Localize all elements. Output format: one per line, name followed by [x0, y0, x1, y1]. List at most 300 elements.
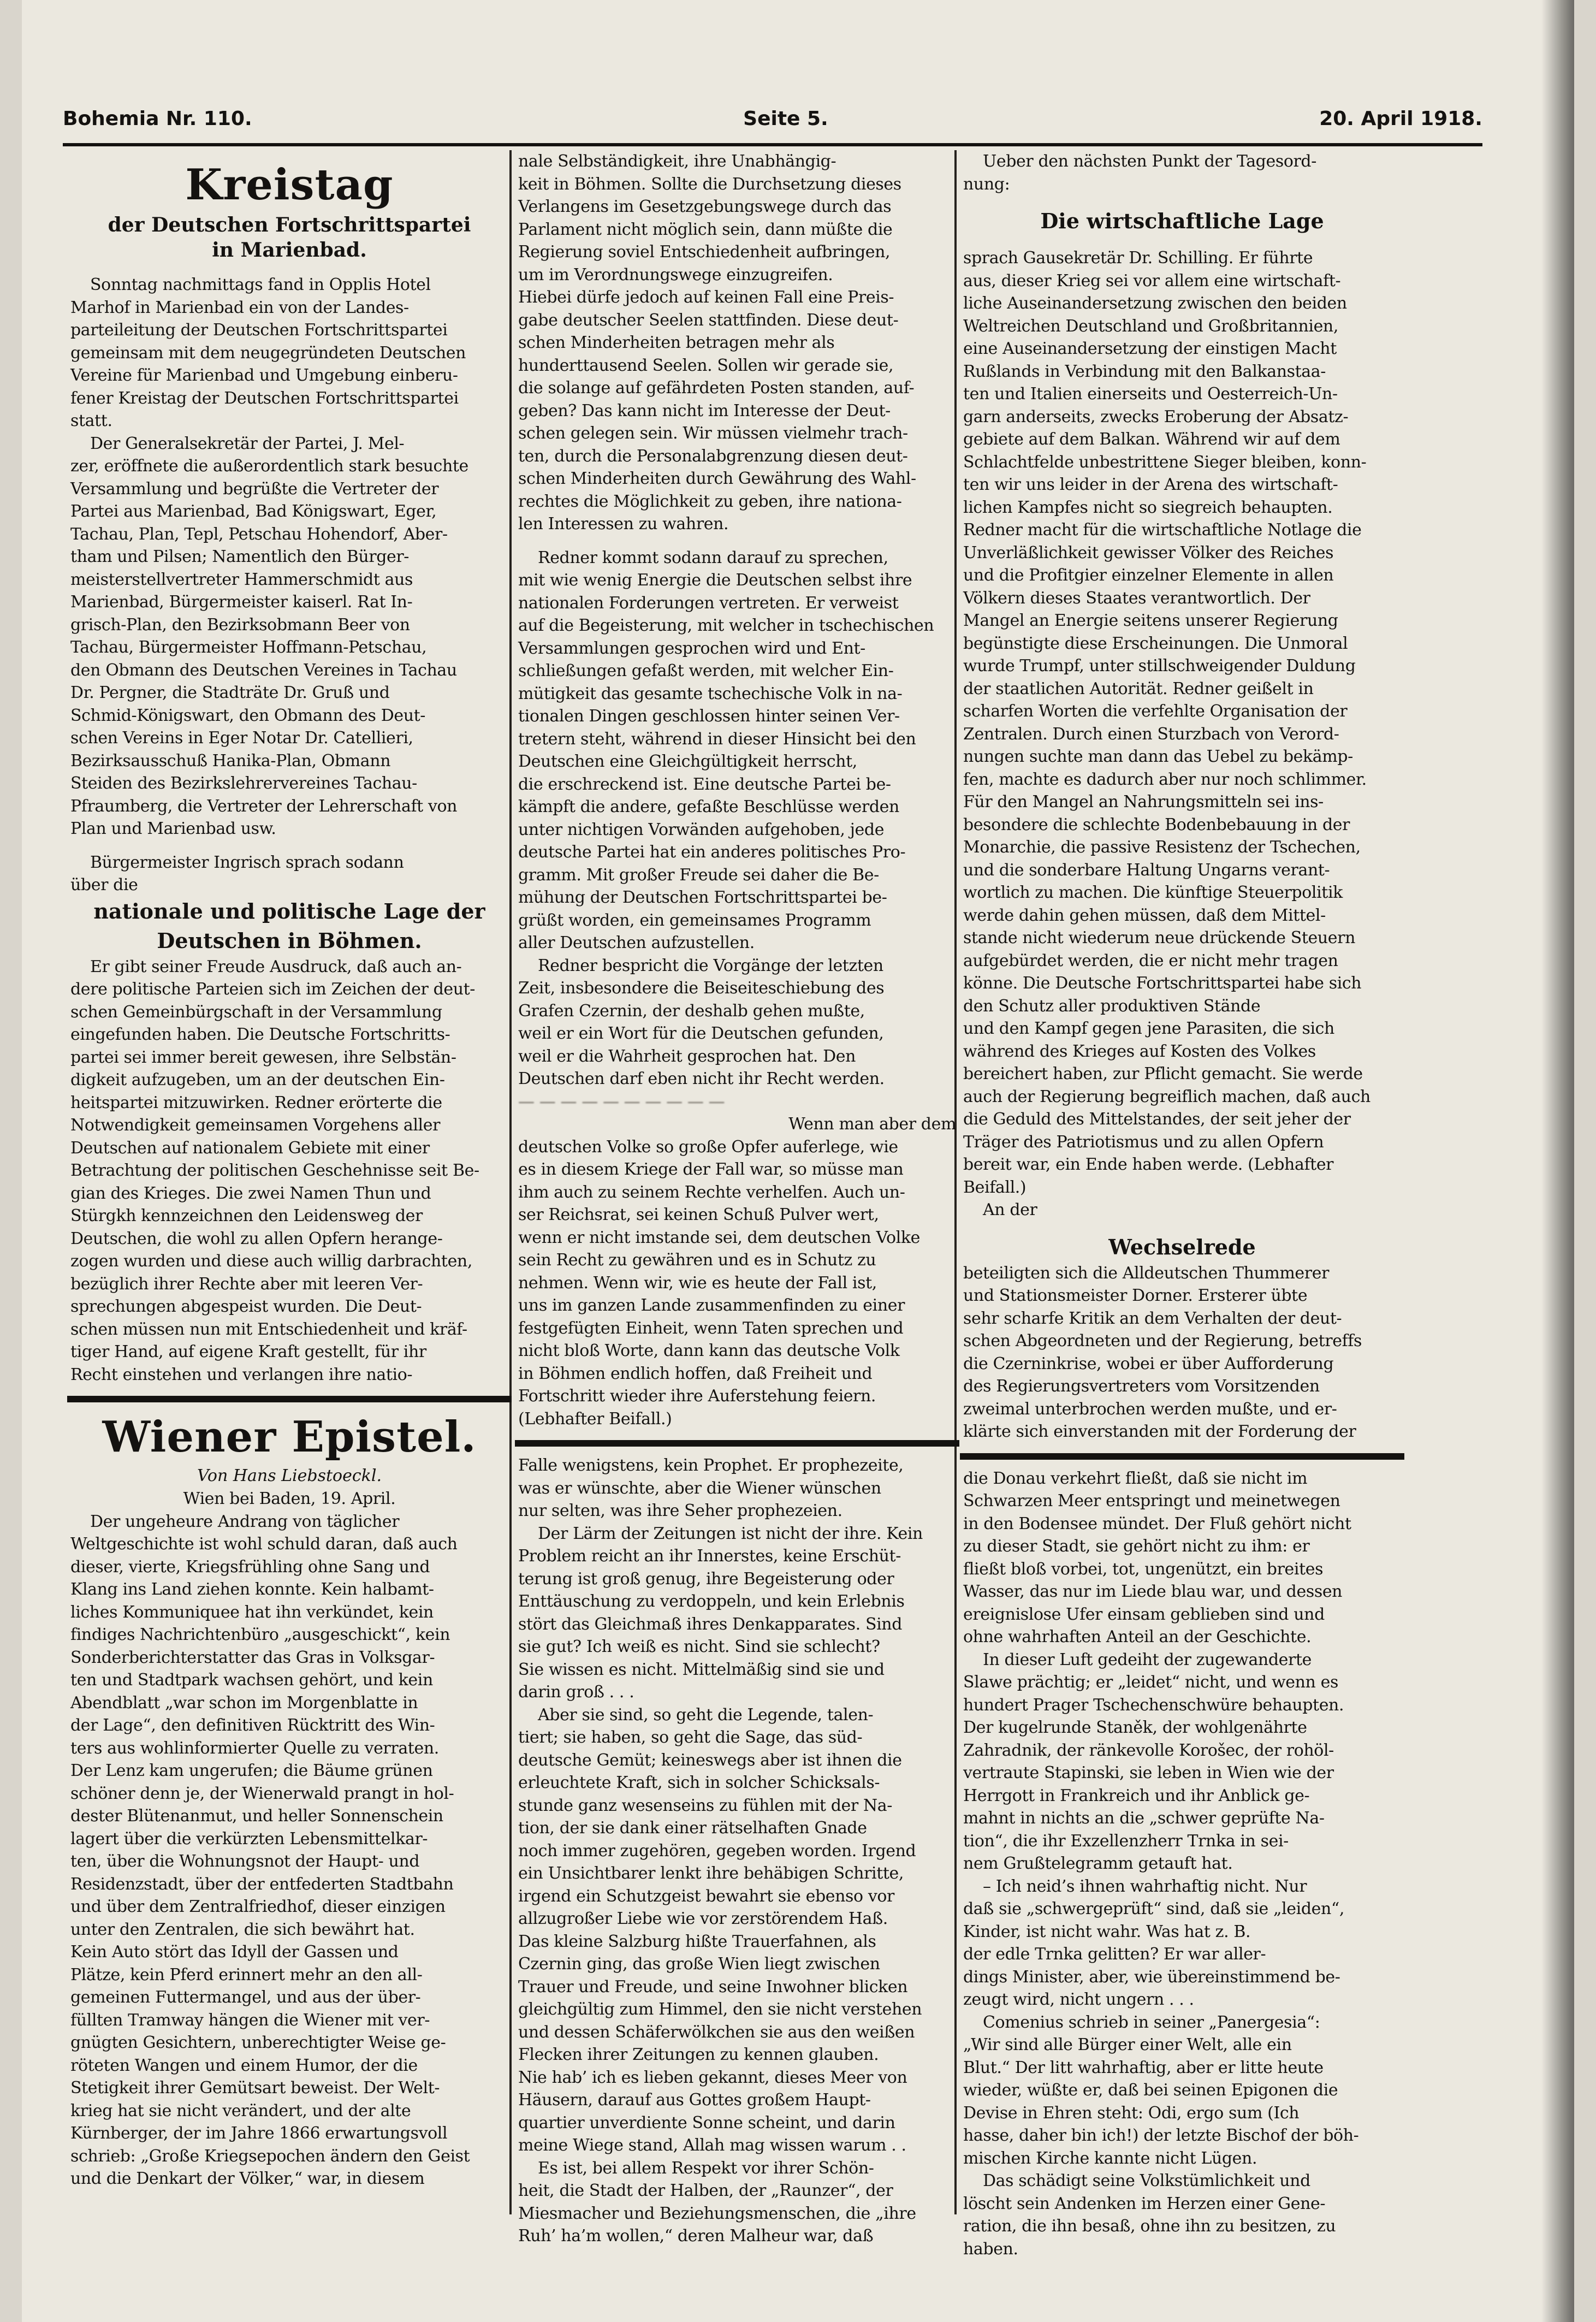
text-line: unter nichtigen Vorwänden aufgehoben, jede — [518, 820, 885, 839]
paragraph — [63, 851, 516, 897]
text-line: ten und Stadtpark wachsen gehört, und kein — [70, 1671, 433, 1690]
text-line: stunde ganz wesenseins zu fühlen mit der Na- — [518, 1796, 892, 1815]
text-line: Deutschen auf nationalem Gebiete mit einer — [70, 1138, 430, 1158]
text-line: werde dahin gehen müssen, daß dem Mittel- — [963, 905, 1326, 925]
text-line: und die sonderbare Haltung Ungarns verant- — [963, 860, 1330, 880]
text-line: tion“, die ihr Exzellenzherr Trnka in sei- — [963, 1831, 1289, 1851]
text-line: ein Unsichtbarer lenkt ihre behäbigen Schritte, — [518, 1864, 904, 1883]
text-line: Der ungeheure Andrang von täglicher — [90, 1512, 400, 1531]
text-line: Monarchie, die passive Resistenz der Tschechen, — [963, 838, 1361, 857]
paragraph — [63, 433, 516, 840]
text-line: tretern steht, während in dieser Hinsicht bei den — [518, 729, 916, 749]
paragraph — [63, 956, 516, 1387]
text-line: ten und Italien einerseits und Oesterreich-Un- — [963, 384, 1338, 404]
text-line: Vereine für Marienbad und Umgebung einberu- — [70, 366, 458, 385]
text-line: darin groß . . . — [518, 1683, 634, 1702]
text-line: Zahradnik, der ränkevolle Korošec, der rohöl- — [963, 1740, 1334, 1760]
text-line: gemeinsam mit dem neugegründeten Deutschen — [70, 343, 466, 363]
section-heading — [63, 897, 516, 956]
text-line: auch der Regierung begreiflich machen, daß auch — [963, 1087, 1370, 1106]
text-line: Sonntag nachmittags fand in Opplis Hotel — [90, 275, 431, 294]
text-line: Comenius schrieb in seiner „Panergesia“: — [983, 2012, 1320, 2032]
paragraph — [956, 1262, 1409, 1443]
text-line: Der kugelrunde Staněk, der wohlgenährte — [963, 1718, 1307, 1737]
text-line: ration, die ihn besaß, ohne ihn zu besitzen, zu — [963, 2217, 1336, 2236]
paragraph — [511, 955, 964, 1091]
text-line: stört das Gleichmaß ihres Denkapparates. Sind — [518, 1614, 903, 1634]
text-line: zeugt wird, nicht ungern . . . — [963, 1990, 1194, 2009]
text-line: Flecken ihrer Zeitungen zu kennen glauben. — [518, 2045, 879, 2064]
text-line: Tachau, Plan, Tepl, Petschau Hohendorf, Aber- — [70, 524, 448, 544]
text-line: schen Vereins in Eger Notar Dr. Catellieri, — [70, 728, 413, 748]
text-line: bereichert haben, zur Pflicht gemacht. Sie werde — [963, 1064, 1363, 1083]
text-line: gleichgültig zum Himmel, den sie nicht verstehen — [518, 2000, 922, 2019]
paragraph — [511, 1113, 964, 1430]
text-line: Plan und Marienbad usw. — [70, 819, 276, 838]
text-line: scharfen Worten die verfehlte Organisation der — [963, 702, 1348, 721]
text-line: Weltreichen Deutschland und Großbritannien, — [963, 316, 1338, 336]
text-line: grisch-Plan, den Bezirksobmann Beer von — [70, 615, 410, 635]
text-line: zer, eröffnete die außerordentlich stark besuchte — [70, 457, 468, 476]
text-line: mütigkeit das gesamte tschechische Volk in na- — [518, 684, 903, 703]
text-line: Wenn man aber dem — [788, 1115, 956, 1134]
text-line: Deutschen, die wohl zu allen Opfern herange- — [70, 1229, 443, 1248]
text-line: eingefunden haben. Die Deutsche Fortschritts- — [70, 1025, 450, 1044]
text-line: könne. Die Deutsche Fortschrittspartei habe sich — [963, 974, 1362, 993]
text-line: den Schutz aller produktiven Stände — [963, 996, 1261, 1016]
text-line: deutschen Volke so große Opfer auferlege, wie — [518, 1137, 898, 1157]
text-line: Residenzstadt, über der entfederten Stadtbahn — [70, 1874, 454, 1894]
text-line: gnügten Gesichtern, unberechtigter Weise ge- — [70, 2033, 446, 2052]
text-line: hundert Prager Tschechenschwüre behaupten. — [963, 1695, 1344, 1715]
text-line: weil er die Wahrheit gesprochen hat. Den — [518, 1046, 856, 1066]
text-line: der Lage“, den definitiven Rücktritt des Win- — [70, 1716, 435, 1735]
text-line: und dessen Schäferwölkchen sie aus den weißen — [518, 2022, 915, 2042]
text-line: Bezirksausschuß Hanika-Plan, Obmann — [70, 751, 391, 771]
text-line: ihm auch zu seinem Rechte verhelfen. Auch un- — [518, 1182, 905, 1202]
text-line: sprechungen abgespeist wurden. Die Deut- — [70, 1297, 422, 1316]
text-line: uns im ganzen Lande zusammenfinden zu einer — [518, 1296, 905, 1315]
text-line: besondere die schlechte Bodenbebauung in der — [963, 815, 1350, 834]
issue-date: 20. April 1918. — [1319, 107, 1482, 130]
text-line: Er gibt seiner Freude Ausdruck, daß auch an- — [90, 957, 462, 976]
text-line: Kein Auto stört das Idyll der Gassen und — [70, 1942, 399, 1962]
text-line: aufgebürdet werden, die er nicht mehr tragen — [963, 951, 1338, 970]
text-line: eine Auseinandersetzung der einstigen Macht — [963, 339, 1337, 358]
text-line: Parlament nicht möglich sein, dann müßte die — [518, 220, 893, 239]
text-line: rechtes die Möglichkeit zu geben, ihre nationa- — [518, 491, 902, 511]
text-line: nur selten, was ihre Seher prophezeien. — [518, 1501, 843, 1520]
text-line: meisterstellvertreter Hammerschmidt aus — [70, 570, 413, 589]
text-line: röteten Wangen und einem Humor, der die — [70, 2056, 418, 2075]
text-line: dieser, vierte, Kriegsfrühling ohne Sang und — [70, 1557, 430, 1577]
column-2 — [511, 150, 964, 2280]
text-line: während des Krieges auf Kosten des Volkes — [963, 1041, 1316, 1061]
text-line: gabe deutscher Seelen stattfinden. Diese deut- — [518, 310, 899, 330]
text-line: schen Minderheiten betragen mehr als — [518, 333, 835, 352]
text-line: nung: — [963, 174, 1010, 194]
text-line: Grafen Czernin, der deshalb gehen mußte, — [518, 1001, 865, 1021]
text-line: sprach Gausekretär Dr. Schilling. Er führte — [963, 248, 1313, 268]
text-line: wieder, wüßte er, daß bei seinen Epigonen die — [963, 2081, 1338, 2100]
text-line: In dieser Luft gedeiht der zugewanderte — [983, 1650, 1312, 1669]
text-line: deutsche Partei hat ein anderes politisches Pro- — [518, 843, 906, 862]
text-line: Versammlungen gesprochen wird und Ent- — [518, 638, 865, 658]
text-line: bereit war, ein Ende haben werde. (Lebhafter — [963, 1155, 1334, 1174]
text-line: Trauer und Freude, und seine Inwohner blicken — [518, 1977, 908, 1997]
text-line: Devise in Ehren steht: Odi, ergo sum (Ich — [963, 2103, 1300, 2123]
text-line: über die — [70, 875, 138, 895]
text-line: Dr. Pergner, die Stadträte Dr. Gruß und — [70, 683, 390, 702]
dateline: Wien bei Baden, 19. April. — [183, 1489, 396, 1508]
text-line: beteiligten sich die Alldeutschen Thummerer — [963, 1263, 1330, 1283]
paragraph — [511, 150, 964, 536]
text-line: mahnt in nichts an die „schwer geprüfte Na- — [963, 1809, 1325, 1828]
paragraph — [511, 1523, 964, 1704]
text-line: Plätze, kein Pferd erinnert mehr an den all- — [70, 1965, 423, 1985]
column-1 — [63, 150, 516, 2280]
paragraph — [63, 1511, 516, 2190]
text-line: die Czerninkrise, wobei er über Aufforderung — [963, 1354, 1334, 1373]
text-line: erleuchtete Kraft, sich in solcher Schicksals- — [518, 1773, 880, 1792]
paragraph — [956, 1467, 1409, 1649]
text-line: löscht sein Andenken im Herzen einer Gene- — [963, 2194, 1326, 2213]
text-line: Völkern dieses Staates verantwortlich. Der — [963, 588, 1310, 608]
text-line: wenn er nicht imstande sei, dem deutschen Volke — [518, 1228, 920, 1247]
text-line: dere politische Parteien sich im Zeichen der deut- — [70, 980, 476, 999]
text-line: Zeit, insbesondere die Beiseiteschiebung des — [518, 979, 885, 998]
text-line: Regierung soviel Entschiedenheit aufbringen, — [518, 242, 891, 262]
text-line: begünstigte diese Erscheinungen. Die Unmoral — [963, 633, 1348, 653]
text-line: den Obmann des Deutschen Vereines in Tachau — [70, 660, 457, 680]
text-line: geben? Das kann nicht im Interesse der Deut- — [518, 401, 891, 420]
section-heading: Die wirtschaftliche Lage — [1040, 209, 1324, 233]
issue-number: Bohemia Nr. 110. — [63, 107, 252, 130]
text-line: Pfraumberg, die Vertreter der Lehrerschaft von — [70, 796, 458, 816]
text-line: „Wir sind alle Bürger einer Welt, alle ein — [963, 2035, 1292, 2054]
paragraph — [511, 1454, 964, 1523]
text-line: kämpft die andere, gefaßte Beschlüsse werden — [518, 797, 899, 816]
text-line: partei sei immer bereit gewesen, ihre Selbstän- — [70, 1047, 456, 1067]
text-line: schrieb: „Große Kriegsepochen ändern den Geist — [70, 2146, 470, 2166]
text-line: die solange auf gefährdeten Posten standen, auf- — [518, 378, 915, 398]
text-line: sehr scharfe Kritik an dem Verhalten der deut- — [963, 1308, 1342, 1328]
text-line: Notwendigkeit gemeinsamen Vorgehens aller — [70, 1116, 441, 1135]
text-line: nicht bloß Worte, dann kann das deutsche Volk — [518, 1341, 900, 1360]
text-line: Aber sie sind, so geht die Legende, talen- — [538, 1705, 874, 1725]
text-line: des Regierungsvertreters vom Vorsitzenden — [963, 1377, 1320, 1396]
text-line: Nie hab’ ich es lieben gekannt, dieses Meer von — [518, 2068, 907, 2087]
text-line: Kinder, ist nicht wahr. Was hat z. B. — [963, 1922, 1251, 1941]
text-line: nem Grußtelegramm getauft hat. — [963, 1854, 1233, 1873]
text-line: Marhof in Marienbad ein von der Landes- — [70, 298, 409, 317]
header-rule — [63, 143, 1482, 146]
text-line: Tachau, Bürgermeister Hoffmann-Petschau, — [70, 638, 427, 657]
text-line: um im Verordnungswege einzugreifen. — [518, 265, 833, 285]
paragraph — [956, 2011, 1409, 2170]
text-line: der staatlichen Autorität. Redner geißelt in — [963, 679, 1314, 698]
text-line: schen Minderheiten durch Gewährung des Wahl- — [518, 469, 916, 488]
text-line: keit in Böhmen. Sollte die Durchsetzung dieses — [518, 174, 901, 194]
text-line: was er wünschte, aber die Wiener wünschen — [518, 1478, 881, 1498]
text-line: Für den Mangel an Nahrungsmitteln sei ins- — [963, 792, 1324, 811]
text-line: Der Generalsekretär der Partei, J. Mel- — [90, 434, 405, 453]
text-line: in den Bodensee mündet. Der Fluß gehört nicht — [963, 1514, 1351, 1533]
text-line: Unverläßlichkeit gewisser Völker des Reiches — [963, 543, 1334, 562]
text-line: gramm. Mit großer Freude sei daher die Be- — [518, 865, 879, 885]
article-title-kreistag: Kreistag — [185, 160, 394, 210]
paragraph — [956, 247, 1409, 1199]
text-line: schen Abgeordneten und der Regierung, betreffs — [963, 1331, 1362, 1350]
paragraph — [956, 2170, 1409, 2260]
text-line: fließt bloß vorbei, tot, ungenützt, ein breites — [963, 1559, 1324, 1579]
text-line: sie gut? Ich weiß es nicht. Sind sie schlecht? — [518, 1637, 880, 1656]
text-line: garn anderseits, zwecks Eroberung der Absatz- — [963, 407, 1349, 427]
text-line: noch immer zugehören, gegeben worden. Irgend — [518, 1841, 916, 1861]
text-line: Herrgott in Frankreich und ihr Anblick ge- — [963, 1786, 1310, 1805]
text-line: Blut.“ Der litt wahrhaftig, aber er litte heute — [963, 2058, 1324, 2077]
text-line: und über dem Zentralfriedhof, dieser einzigen — [70, 1897, 446, 1916]
text-line: Falle wenigstens, kein Prophet. Er prophezeite, — [518, 1456, 904, 1475]
text-line: es in diesem Kriege der Fall war, so müsse man — [518, 1160, 904, 1179]
text-line: in Marienbad. — [212, 239, 367, 262]
text-line: – Ich neid’s ihnen wahrhaftig nicht. Nur — [983, 1876, 1307, 1896]
text-line: mischen Kirche kannte nicht Lügen. — [963, 2148, 1257, 2168]
text-line: weil er ein Wort für die Deutschen gefunden, — [518, 1024, 884, 1043]
text-line: gemeinen Futtermangel, und aus der über- — [70, 1988, 421, 2007]
text-line: und den Kampf gegen jene Parasiten, die sich — [963, 1019, 1334, 1038]
text-line: vertraute Stapinski, sie leben in Wien wie der — [963, 1763, 1334, 1782]
text-line: fener Kreistag der Deutschen Fortschrittspartei — [70, 388, 459, 408]
text-line: ten wir uns leider in der Arena des wirtschaft- — [963, 475, 1338, 494]
paragraph — [511, 2157, 964, 2248]
text-line: hasse, daher bin ich!) der letzte Bischof der böh- — [963, 2126, 1359, 2145]
newspaper-page — [22, 0, 1574, 2322]
text-line: liche Auseinandersetzung zwischen den beiden — [963, 294, 1347, 313]
text-line: und die Profitgier einzelner Elemente in allen — [963, 566, 1334, 585]
text-line: nationalen Forderungen vertreten. Er verweist — [518, 593, 899, 613]
text-line: tiger Hand, auf eigene Kraft gestellt, für ihr — [70, 1342, 426, 1361]
text-line: der edle Trnka gelitten? Er war aller- — [963, 1945, 1266, 1964]
paragraph — [63, 274, 516, 433]
paragraph — [956, 150, 1409, 196]
text-line: Problem reicht an ihr Innerstes, keine Erschüt- — [518, 1547, 901, 1566]
text-line: grüßt worden, ein gemeinsames Programm — [518, 910, 871, 930]
article-divider — [67, 1396, 512, 1402]
text-line: in Böhmen endlich hoffen, daß Freiheit und — [518, 1364, 873, 1383]
text-line: daß sie „schwergeprüft“ sind, daß sie „leiden“, — [963, 1899, 1345, 1918]
article-subtitle — [63, 212, 516, 263]
text-line: füllten Tramway hängen die Wiener mit ver- — [70, 2010, 430, 2030]
text-line: findiges Nachrichtenbüro „ausgeschickt“, kein — [70, 1625, 450, 1644]
text-line: die Donau verkehrt fließt, daß sie nicht im — [963, 1468, 1308, 1488]
text-line: ten, über die Wohnungsnot der Haupt- und — [70, 1852, 420, 1871]
text-line: ters aus wohlinformierter Quelle zu verraten. — [70, 1738, 439, 1758]
text-line: tiert; sie haben, so geht die Sage, das süd- — [518, 1728, 863, 1747]
text-line: An der — [983, 1200, 1037, 1219]
text-line: Redner macht für die wirtschaftliche Notlage die — [963, 520, 1362, 540]
page-number: Seite 5. — [743, 107, 828, 130]
text-line: Fortschritt wieder ihre Auferstehung feiern. — [518, 1387, 876, 1406]
article-divider — [515, 1440, 959, 1447]
text-line: ten, durch die Personalabgrenzung diesen deut- — [518, 446, 908, 466]
text-line: Weltgeschichte ist wohl schuld daran, daß auch — [70, 1535, 458, 1554]
text-line: haben. — [963, 2239, 1018, 2259]
text-line: Deutschen darf eben nicht ihr Recht werden. — [518, 1069, 885, 1088]
text-line: schöner denn je, der Wienerwald prangt in hol- — [70, 1784, 454, 1803]
text-line: Kürnberger, der im Jahre 1866 erwartungsvoll — [70, 2124, 448, 2143]
text-line: Der Lärm der Zeitungen ist nicht der ihre. Kein — [538, 1524, 923, 1543]
text-line: Versammlung und begrüßte die Vertreter der — [70, 479, 439, 499]
text-line: Partei aus Marienbad, Bad Königswart, Eger, — [70, 502, 437, 521]
text-line: Schwarzen Meer entspringt und meinetwegen — [963, 1491, 1340, 1511]
text-line: fen, machte es dadurch aber nur noch schlimmer. — [963, 769, 1367, 789]
text-line: Redner kommt sodann darauf zu sprechen, — [538, 548, 888, 567]
text-line: nationale und politische Lage der — [93, 898, 485, 923]
censored-line: — — — — — — — — — — — [518, 1092, 725, 1111]
text-line: Der Lenz kam ungerufen; die Bäume grünen — [70, 1761, 433, 1780]
text-line: Beifall.) — [963, 1177, 1027, 1197]
text-line: (Lebhafter Beifall.) — [518, 1409, 672, 1429]
text-line: Das schädigt seine Volkstümlichkeit und — [983, 2171, 1310, 2190]
text-line: dings Minister, aber, wie übereinstimmend be- — [963, 1967, 1340, 1987]
text-line: Betrachtung der politischen Geschehnisse seit Be- — [70, 1161, 479, 1180]
text-line: tham und Pilsen; Namentlich den Bürger- — [70, 547, 410, 566]
text-line: wurde Trumpf, unter stillschweigender Duldung — [963, 656, 1356, 676]
text-line: schen müssen nun mit Entschiedenheit und kräf- — [70, 1319, 467, 1339]
text-line: Hiebei dürfe jedoch auf keinen Fall eine Preis- — [518, 288, 894, 307]
text-line: schließungen gefaßt werden, mit welcher Ein- — [518, 661, 894, 680]
text-line: Häusern, darauf aus Gottes großem Haupt- — [518, 2090, 871, 2110]
paragraph — [956, 1199, 1409, 1222]
text-line: zogen wurden und diese auch willig darbrachten, — [70, 1252, 472, 1271]
text-line: Rußlands in Verbindung mit den Balkanstaa- — [963, 362, 1326, 381]
text-line: ereignislose Ufer einsam geblieben sind und — [963, 1604, 1325, 1624]
text-line: tionalen Dingen geschlossen hinter seinen Ver- — [518, 707, 900, 726]
paragraph — [511, 547, 964, 955]
paragraph — [956, 1875, 1409, 2011]
text-line: ohne wahrhaften Anteil an der Geschichte. — [963, 1627, 1312, 1646]
text-line: Schlachtfelde unbestrittene Sieger bleiben, konn- — [963, 452, 1367, 472]
text-line: Deutschen in Böhmen. — [157, 928, 422, 953]
text-line: sein Recht zu gewähren und es in Schutz zu — [518, 1251, 876, 1270]
text-line: Ueber den nächsten Punkt der Tagesord- — [983, 152, 1316, 171]
text-line: Stürgkh kennzeichnen den Leidensweg der — [70, 1206, 423, 1225]
text-line: aller Deutschen aufzustellen. — [518, 933, 755, 952]
text-line: lichen Kampfes nicht so siegreich behaupten. — [963, 497, 1333, 517]
text-line: meine Wiege stand, Allah mag wissen warum . . — [518, 2136, 906, 2155]
paragraph — [511, 1704, 964, 2157]
text-line: Bürgermeister Ingrisch sprach sodann — [90, 852, 404, 872]
text-line: allzugroßer Liebe wie vor zerstörendem Haß. — [518, 1909, 888, 1928]
text-line: Zentralen. Durch einen Sturzbach von Verord- — [963, 724, 1339, 744]
text-line: auf die Begeisterung, mit welcher in tschechischen — [518, 616, 934, 635]
text-line: nungen suchte man dann das Uebel zu bekämp- — [963, 747, 1353, 766]
text-line: hunderttausend Seelen. Sollen wir gerade sie, — [518, 356, 894, 375]
text-line: aus, dieser Krieg sei vor allem eine wirtschaft- — [963, 271, 1341, 291]
text-line: Enttäuschung zu verdoppeln, und kein Erlebnis — [518, 1592, 905, 1611]
text-line: Schmid-Königswart, den Obmann des Deut- — [70, 706, 426, 725]
text-line: Das kleine Salzburg hißte Trauerfahnen, als — [518, 1932, 876, 1951]
text-line: liches Kommuniquee hat ihn verkündet, kein — [70, 1602, 434, 1622]
text-line: digkeit aufzugeben, um an der deutschen Ein- — [70, 1070, 445, 1089]
text-line: quartier unverdiente Sonne scheint, und darin — [518, 2113, 895, 2133]
text-line: bezüglich ihrer Rechte aber mit leeren Ver- — [70, 1274, 423, 1294]
article-divider — [960, 1453, 1404, 1460]
text-line: heitspartei mitzuwirken. Redner erörterte die — [70, 1093, 442, 1112]
text-line: Verlangens im Gesetzgebungswege durch das — [518, 197, 892, 216]
text-line: festgefügten Einheit, wenn Taten sprechen und — [518, 1318, 904, 1338]
text-line: Sonderberichterstatter das Gras in Volksgar- — [70, 1648, 435, 1667]
text-line: irgend ein Schutzgeist bewahrt sie ebenso vor — [518, 1886, 894, 1906]
text-line: Träger des Patriotismus und zu allen Opfern — [963, 1132, 1324, 1152]
text-line: Klang ins Land ziehen konnte. Kein halbamt- — [70, 1580, 434, 1599]
text-line: die Geduld des Mittelstandes, der seit jeher der — [963, 1110, 1351, 1129]
text-line: krieg hat sie nicht verändert, und der alte — [70, 2101, 411, 2120]
text-line: Czernin ging, das große Wien liegt zwischen — [518, 1954, 880, 1974]
text-line: deutsche Gemüt; keineswegs aber ist ihnen die — [518, 1750, 902, 1770]
text-line: wortlich zu machen. Die künftige Steuerpolitik — [963, 883, 1343, 902]
page-header — [63, 97, 1482, 140]
text-line: Steiden des Bezirkslehrervereines Tachau- — [70, 774, 417, 793]
byline: Von Hans Liebstoeckl. — [197, 1466, 382, 1485]
text-line: nale Selbständigkeit, ihre Unabhängig- — [518, 152, 836, 171]
text-line: Sie wissen es nicht. Mittelmäßig sind sie und — [518, 1660, 885, 1679]
text-line: terung ist groß genug, ihre Begeisterung oder — [518, 1569, 894, 1589]
text-line: heit, die Stadt der Halben, der „Raunzer“, der — [518, 2181, 893, 2200]
text-line: und die Denkart der Völker,“ war, in diesem — [70, 2169, 425, 2188]
text-line: dester Blütenanmut, und heller Sonnenschein — [70, 1806, 443, 1826]
text-line: mit wie wenig Energie die Deutschen selbst ihre — [518, 571, 912, 590]
text-line: Marienbad, Bürgermeister kaiserl. Rat In- — [70, 593, 413, 612]
text-line: die erschreckend ist. Eine deutsche Partei be- — [518, 774, 891, 794]
text-line: tion, der sie dank einer rätselhaften Gnade — [518, 1818, 867, 1838]
text-line: Deutschen eine Gleichgültigkeit herrscht, — [518, 752, 857, 771]
text-line: Es ist, bei allem Respekt vor ihrer Schön- — [538, 2158, 874, 2178]
section-heading: Wechselrede — [1108, 1234, 1256, 1259]
text-line: der Deutschen Fortschrittspartei — [108, 214, 471, 236]
text-line: Abendblatt „war schon im Morgenblatte in — [70, 1693, 418, 1713]
text-line: parteileitung der Deutschen Fortschrittspartei — [70, 321, 448, 340]
text-line: Redner bespricht die Vorgänge der letzten — [538, 956, 883, 975]
text-line: nehmen. Wenn wir, wie es heute der Fall ist, — [518, 1273, 877, 1293]
text-line: mühung der Deutschen Fortschrittspartei be- — [518, 888, 887, 907]
text-line: Recht einstehen und verlangen ihre natio- — [70, 1365, 413, 1384]
text-line: zu dieser Stadt, sie gehört nicht zu ihm: er — [963, 1537, 1310, 1556]
text-line: len Interessen zu wahren. — [518, 514, 729, 534]
text-line: stande nicht wiederum neue drückende Steuern — [963, 928, 1356, 947]
text-line: ser Reichsrat, sei keinen Schuß Pulver wert, — [518, 1205, 879, 1224]
text-line: Slawe prächtig; er „leidet“ nicht, und wenn es — [963, 1673, 1338, 1692]
text-line: Stetigkeit ihrer Gemütsart beweist. Der Welt- — [70, 2078, 440, 2098]
text-line: lagert über die verkürzten Lebensmittelkar- — [70, 1829, 428, 1849]
article-title-wiener-epistel: Wiener Epistel. — [102, 1412, 477, 1462]
paragraph — [956, 1649, 1409, 1875]
text-line: Miesmacher und Beziehungsmenschen, die „ihre — [518, 2203, 916, 2223]
text-line: gebiete auf dem Balkan. Während wir auf dem — [963, 430, 1340, 449]
text-line: Mangel an Energie seitens unserer Regierung — [963, 611, 1338, 630]
text-line: Ruh’ ha’m wollen,“ deren Malheur war, daß — [518, 2226, 874, 2246]
text-line: zweimal unterbrochen werden mußte, und er- — [963, 1399, 1337, 1419]
text-line: klärte sich einverstanden mit der Forderung der — [963, 1422, 1356, 1441]
column-3 — [956, 150, 1409, 2280]
text-line: Wasser, das nur im Liede blau war, und dessen — [963, 1582, 1343, 1601]
text-line: und Stationsmeister Dorner. Ersterer übte — [963, 1286, 1308, 1305]
text-line: statt. — [70, 411, 112, 430]
text-line: unter den Zentralen, die sich bewährt hat. — [70, 1920, 415, 1939]
text-line: gian des Krieges. Die zwei Namen Thun und — [70, 1183, 431, 1203]
text-line: schen Gemeinbürgschaft in der Versammlung — [70, 1002, 442, 1022]
